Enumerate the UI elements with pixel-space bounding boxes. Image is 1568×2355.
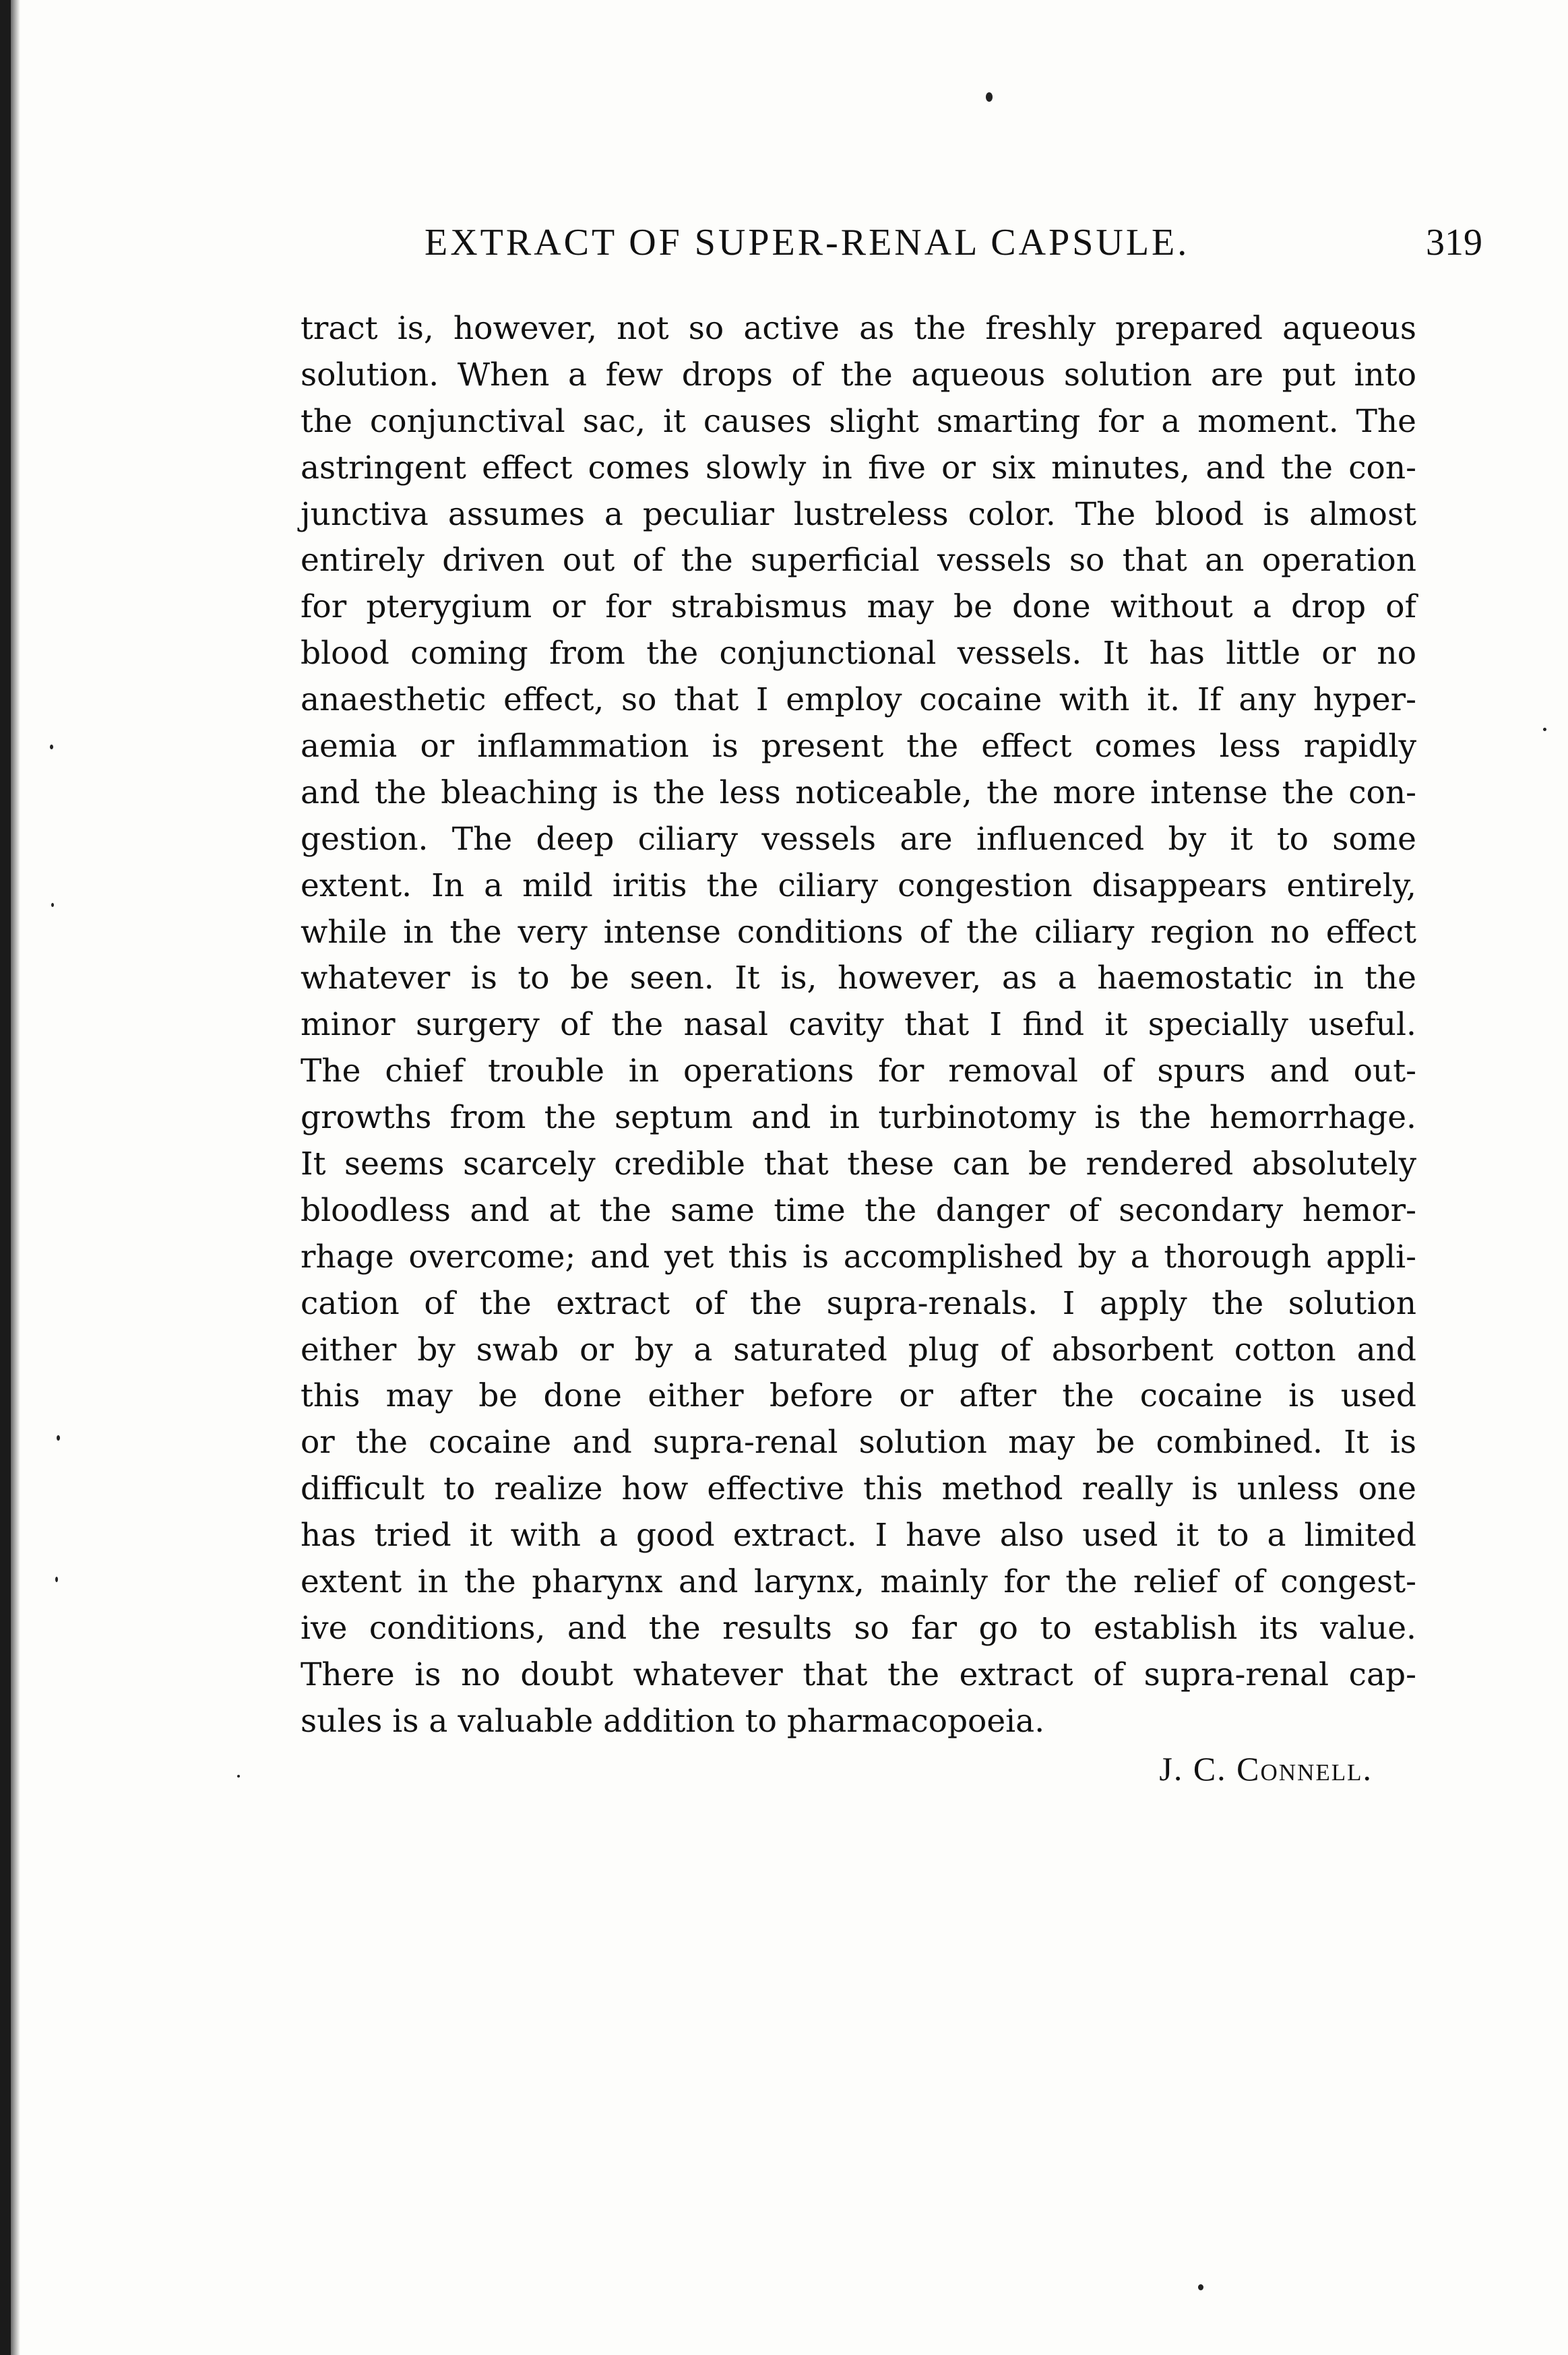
text-line: solution. When a few drops of the aqueous solution are put into [301, 356, 1416, 394]
text-line: bloodless and at the same time the danger of secondary hemor- [301, 1191, 1416, 1229]
text-line: tract is, however, not so active as the freshly prepared aqueous [301, 310, 1416, 347]
text-line: extent. In a mild iritis the ciliary congestion disappears entirely, [301, 867, 1416, 904]
text-line: difficult to realize how effective this method really is unless one [301, 1470, 1416, 1508]
text-line: aemia or inflammation is present the effect comes less rapidly [301, 728, 1416, 765]
text-line: has tried it with a good extract. I have also used it to a limited [301, 1517, 1416, 1555]
text-line: or the cocaine and supra-renal solution may be combined. It is [301, 1424, 1416, 1462]
ink-speck [237, 1775, 240, 1778]
ink-speck [986, 92, 993, 102]
running-head-title: EXTRACT OF SUPER-RENAL CAPSULE. [425, 222, 1190, 263]
text-line: It seems scarcely credible that these can be rendered absolutely [301, 1145, 1416, 1183]
text-line: sules is a valuable addition to pharmacopoeia. [301, 1702, 1045, 1740]
text-line: gestion. The deep ciliary vessels are influenced by it to some [301, 820, 1416, 858]
page-number: 319 [1426, 222, 1482, 263]
ink-speck [1543, 728, 1546, 731]
ink-speck [1198, 2284, 1203, 2290]
text-line: this may be done either before or after the cocaine is used [301, 1377, 1416, 1415]
text-line: growths from the septum and in turbinotomy is the hemorrhage. [301, 1099, 1416, 1137]
text-line: minor surgery of the nasal cavity that I find it specially useful. [301, 1006, 1416, 1044]
text-line: for pterygium or for strabismus may be done without a drop of [301, 588, 1416, 626]
text-line: anaesthetic effect, so that I employ cocaine with it. If any hyper- [301, 681, 1416, 719]
text-line: extent in the pharynx and larynx, mainly for the relief of congest- [301, 1563, 1416, 1601]
text-line: either by swab or by a saturated plug of absorbent cotton and [301, 1331, 1416, 1369]
binding-shadow [11, 0, 20, 2355]
text-line: rhage overcome; and yet this is accomplished by a thorough appli- [301, 1238, 1416, 1276]
text-line: cation of the extract of the supra-renals. I apply the solution [301, 1284, 1416, 1322]
text-line: The chief trouble in operations for removal of spurs and out- [301, 1053, 1416, 1090]
text-line: whatever is to be seen. It is, however, as a haemostatic in the [301, 960, 1416, 997]
text-line: astringent effect comes slowly in five or six minutes, and the con- [301, 449, 1416, 486]
text-line: There is no doubt whatever that the extract of supra-renal cap- [301, 1656, 1416, 1693]
text-line: the conjunctival sac, it causes slight smarting for a moment. The [301, 402, 1416, 440]
text-line: while in the very intense conditions of the ciliary region no effect [301, 913, 1416, 951]
text-line: ive conditions, and the results so far go to establish its value. [301, 1609, 1416, 1647]
text-line: blood coming from the conjunctional vessels. It has little or no [301, 635, 1416, 672]
body-text [301, 306, 1416, 1745]
ink-speck [50, 745, 53, 749]
ink-speck [57, 1435, 60, 1441]
text-line: junctiva assumes a peculiar lustreless color. The blood is almost [301, 495, 1416, 533]
ink-speck [55, 1577, 58, 1582]
text-line: and the bleaching is the less noticeable, the more intense the con- [301, 774, 1416, 811]
binding-edge [0, 0, 11, 2355]
ink-speck [51, 903, 54, 907]
author-signature: J. C. Connell. [1159, 1750, 1373, 1788]
running-head [296, 216, 1503, 270]
text-line: entirely driven out of the superficial vessels so that an operation [301, 542, 1416, 579]
